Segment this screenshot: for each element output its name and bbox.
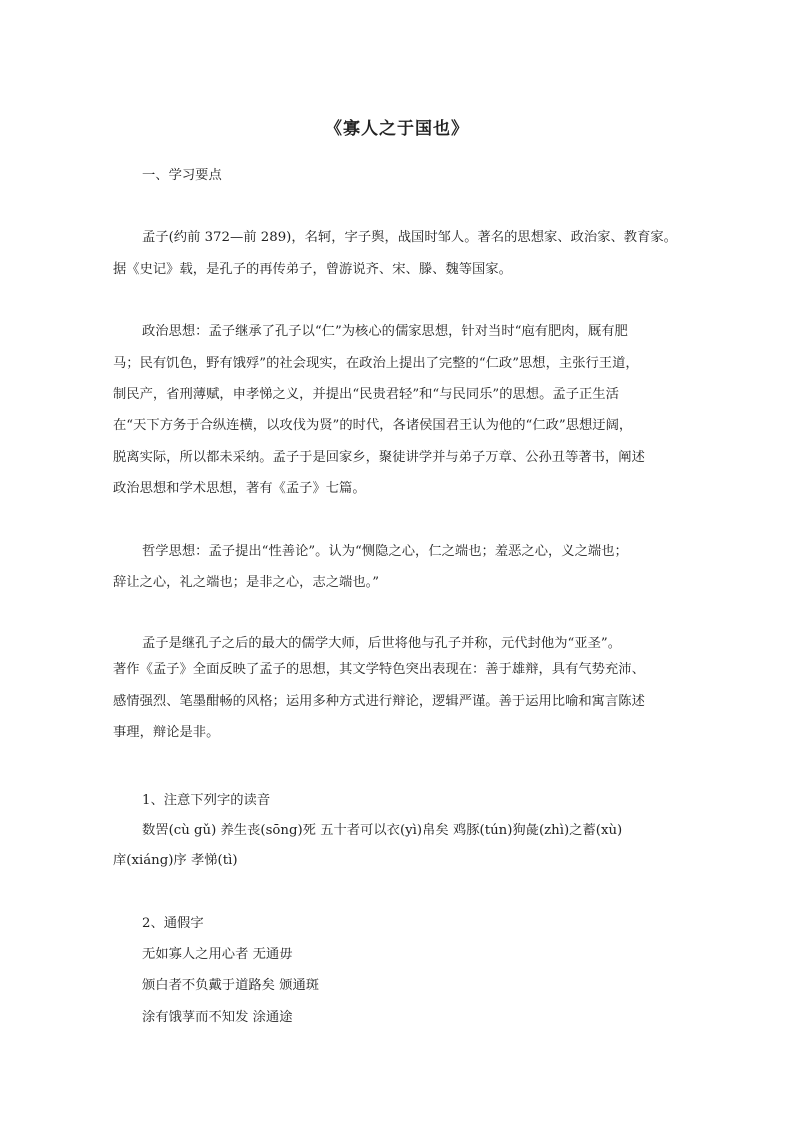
pronunciation-heading: 1、注意下列字的读音 xyxy=(142,793,271,808)
paragraph-line: 事理，辩论是非。 xyxy=(113,725,220,740)
paragraph-line: 政治思想和学术思想，著有《孟子》七篇。 xyxy=(113,481,366,496)
paragraph-line: 孟子是继孔子之后的最大的儒学大师，后世将他与孔子并称，元代封他为“亚圣”。 xyxy=(142,636,621,651)
paragraph-line: 著作《孟子》全面反映了孟子的思想，其文学特色突出表现在：善于雄辩，具有气势充沛、 xyxy=(113,662,645,677)
paragraph-line: 据《史记》载，是孔子的再传弟子，曾游说齐、宋、滕、魏等国家。 xyxy=(113,262,512,277)
paragraph-line: 马；民有饥色，野有饿殍”的社会现实，在政治上提出了完整的“仁政”思想，主张行王道， xyxy=(113,356,639,371)
paragraph-line: 哲学思想：孟子提出“性善论”。认为“恻隐之心，仁之端也；羞恶之心，义之端也； xyxy=(142,544,628,559)
document-title: 《寡人之于国也》 xyxy=(325,119,469,139)
paragraph-line: 感情强烈、笔墨酣畅的风格；运用多种方式进行辩论，逻辑严谨。善于运用比喻和寓言陈述 xyxy=(113,694,645,709)
paragraph-line: 辞让之心，礼之端也；是非之心，志之端也。” xyxy=(113,575,380,590)
tongjia-line: 无如寡人之用心者 无通毋 xyxy=(142,947,293,962)
paragraph-line: 在“天下方务于合纵连横，以攻伐为贤”的时代，各诸侯国君王认为他的“仁政”思想迂阔， xyxy=(113,418,633,433)
section-heading: 一、学习要点 xyxy=(142,168,222,183)
paragraph-line: 孟子(约前 372—前 289)，名轲，字子舆，战国时邹人。著名的思想家、政治家、教育家。 xyxy=(142,230,677,245)
pronunciation-line: 数罟(cù gǔ) 养生丧(sōng)死 五十者可以衣(yì)帛矣 鸡豚(tún)狗彘(zhì)之蓄(xù) xyxy=(142,823,623,838)
paragraph-line: 政治思想：孟子继承了孔子以“仁”为核心的儒家思想，针对当时“庖有肥肉，厩有肥 xyxy=(142,324,628,339)
tongjia-line: 涂有饿莩而不知发 涂通途 xyxy=(142,1010,293,1025)
pronunciation-line: 庠(xiáng)序 孝悌(tì) xyxy=(113,853,238,868)
tongjia-line: 颁白者不负戴于道路矣 颁通斑 xyxy=(142,978,320,993)
paragraph-line: 脱离实际，所以都未采纳。孟子于是回家乡，聚徒讲学并与弟子万章、公孙丑等著书，阐述 xyxy=(113,450,645,465)
tongjia-heading: 2、通假字 xyxy=(142,916,204,931)
paragraph-line: 制民产，省刑薄赋，申孝悌之义，并提出“民贵君轻”和“与民同乐”的思想。孟子正生活 xyxy=(113,387,619,402)
